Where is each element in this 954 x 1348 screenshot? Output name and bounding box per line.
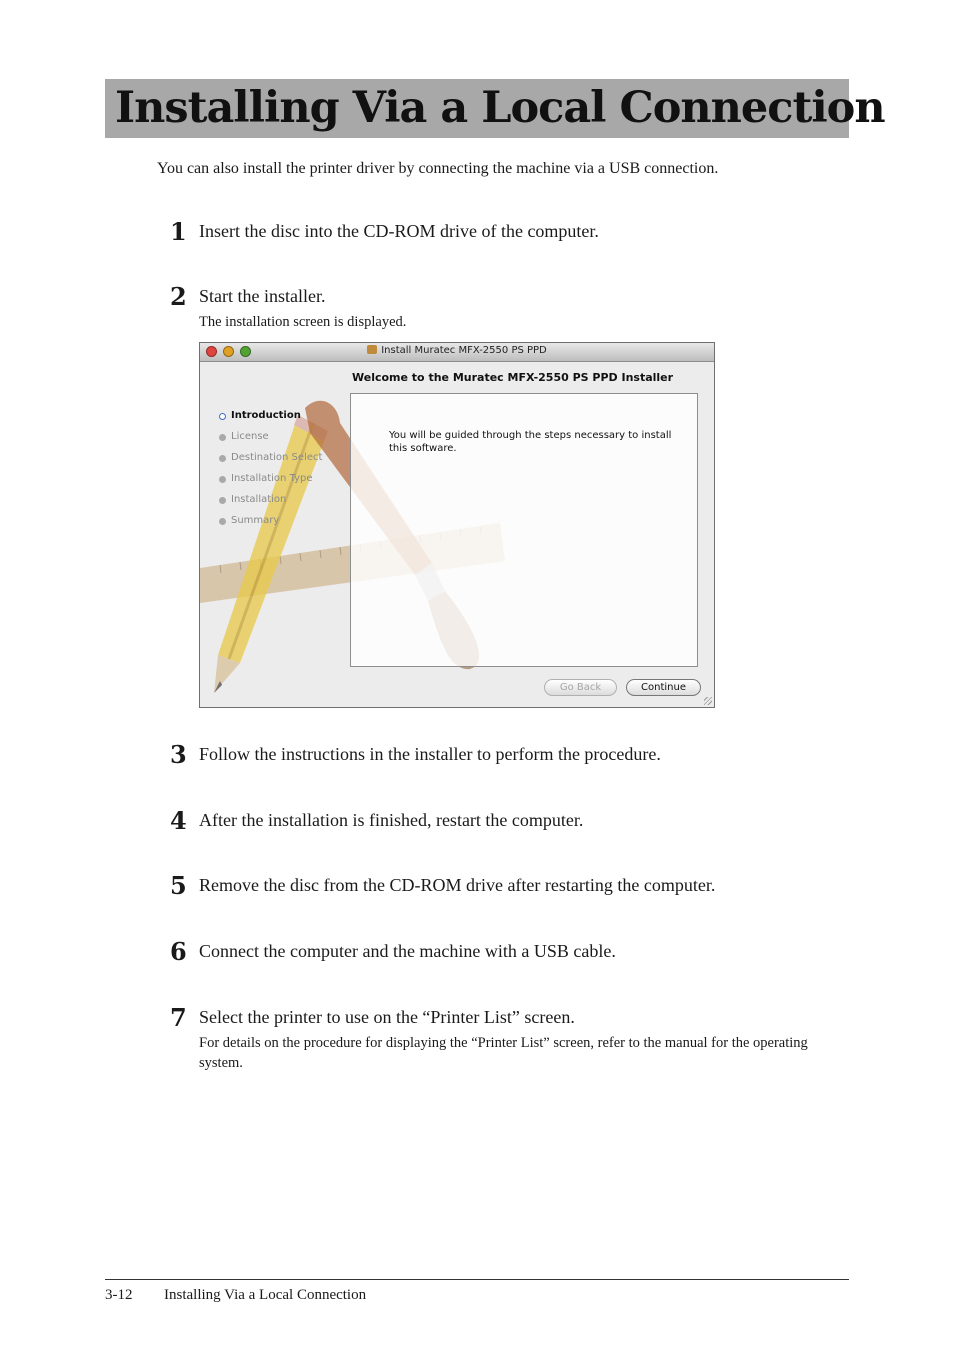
step-number: 5 bbox=[170, 871, 187, 900]
sidebar-item-label: Installation bbox=[231, 494, 287, 505]
title-banner bbox=[105, 79, 885, 138]
step-bullet-icon bbox=[219, 497, 226, 504]
installer-heading: Welcome to the Muratec MFX-2550 PS PPD Installer bbox=[352, 371, 674, 384]
step-number: 4 bbox=[170, 806, 187, 835]
step-text: Remove the disc from the CD-ROM drive after restarting the computer. bbox=[199, 875, 716, 895]
step-text: Connect the computer and the machine with a USB cable. bbox=[199, 941, 616, 961]
sidebar-item-introduction bbox=[218, 410, 322, 431]
intro-text: You can also install the printer driver by connecting the machine via a USB connection. bbox=[157, 160, 719, 177]
sidebar-item-installation-type bbox=[218, 473, 322, 494]
sidebar-item-label: Destination Select bbox=[231, 452, 323, 463]
sidebar-item-license bbox=[218, 431, 322, 452]
welcome-message: You will be guided through the steps necessary to install this software. bbox=[389, 430, 672, 454]
step-number: 7 bbox=[170, 1003, 187, 1032]
sidebar-item-destination bbox=[218, 452, 322, 473]
step-number: 3 bbox=[170, 740, 187, 769]
step-text: After the installation is finished, restart the computer. bbox=[199, 810, 584, 830]
resize-grip-icon[interactable] bbox=[704, 697, 712, 705]
step-number: 6 bbox=[170, 937, 187, 966]
step-number: 1 bbox=[170, 217, 187, 246]
sidebar-item-label: Summary bbox=[231, 515, 280, 526]
package-icon bbox=[367, 345, 377, 354]
step-text: Select the printer to use on the “Printer List” screen. bbox=[199, 1007, 575, 1027]
footer-title: Installing Via a Local Connection bbox=[164, 1287, 367, 1303]
continue-button[interactable]: Continue bbox=[626, 679, 701, 696]
installer-screenshot bbox=[199, 342, 715, 708]
step-bullet-icon bbox=[219, 518, 226, 525]
window-titlebar bbox=[200, 343, 714, 362]
step-text: Start the installer. bbox=[199, 286, 326, 306]
current-step-icon bbox=[219, 413, 226, 420]
sidebar-item-summary bbox=[218, 515, 322, 536]
content-panel bbox=[350, 393, 698, 667]
window-title bbox=[200, 345, 714, 356]
step-note: For details on the procedure for displaying the “Printer List” screen, refer to the manual for the operating system. bbox=[199, 1035, 808, 1071]
page-number: 3-12 bbox=[105, 1287, 133, 1303]
step-text: Follow the instructions in the installer to perform the procedure. bbox=[199, 744, 661, 764]
window-title-text: Install Muratec MFX-2550 PS PPD bbox=[381, 345, 547, 356]
sidebar-item-installation bbox=[218, 494, 322, 515]
step-text: Insert the disc into the CD-ROM drive of the computer. bbox=[199, 221, 599, 241]
step-number: 2 bbox=[170, 282, 187, 311]
step-bullet-icon bbox=[219, 434, 226, 441]
footer-divider bbox=[105, 1279, 849, 1280]
step-bullet-icon bbox=[219, 476, 226, 483]
go-back-button[interactable]: Go Back bbox=[544, 679, 617, 696]
step-note: The installation screen is displayed. bbox=[199, 314, 407, 330]
sidebar-item-label: License bbox=[231, 431, 269, 442]
sidebar-item-label: Introduction bbox=[231, 410, 301, 421]
installer-steps-sidebar bbox=[218, 410, 322, 536]
step-bullet-icon bbox=[219, 455, 226, 462]
sidebar-item-label: Installation Type bbox=[231, 473, 313, 484]
page-title: Installing Via a Local Connection bbox=[115, 83, 885, 133]
